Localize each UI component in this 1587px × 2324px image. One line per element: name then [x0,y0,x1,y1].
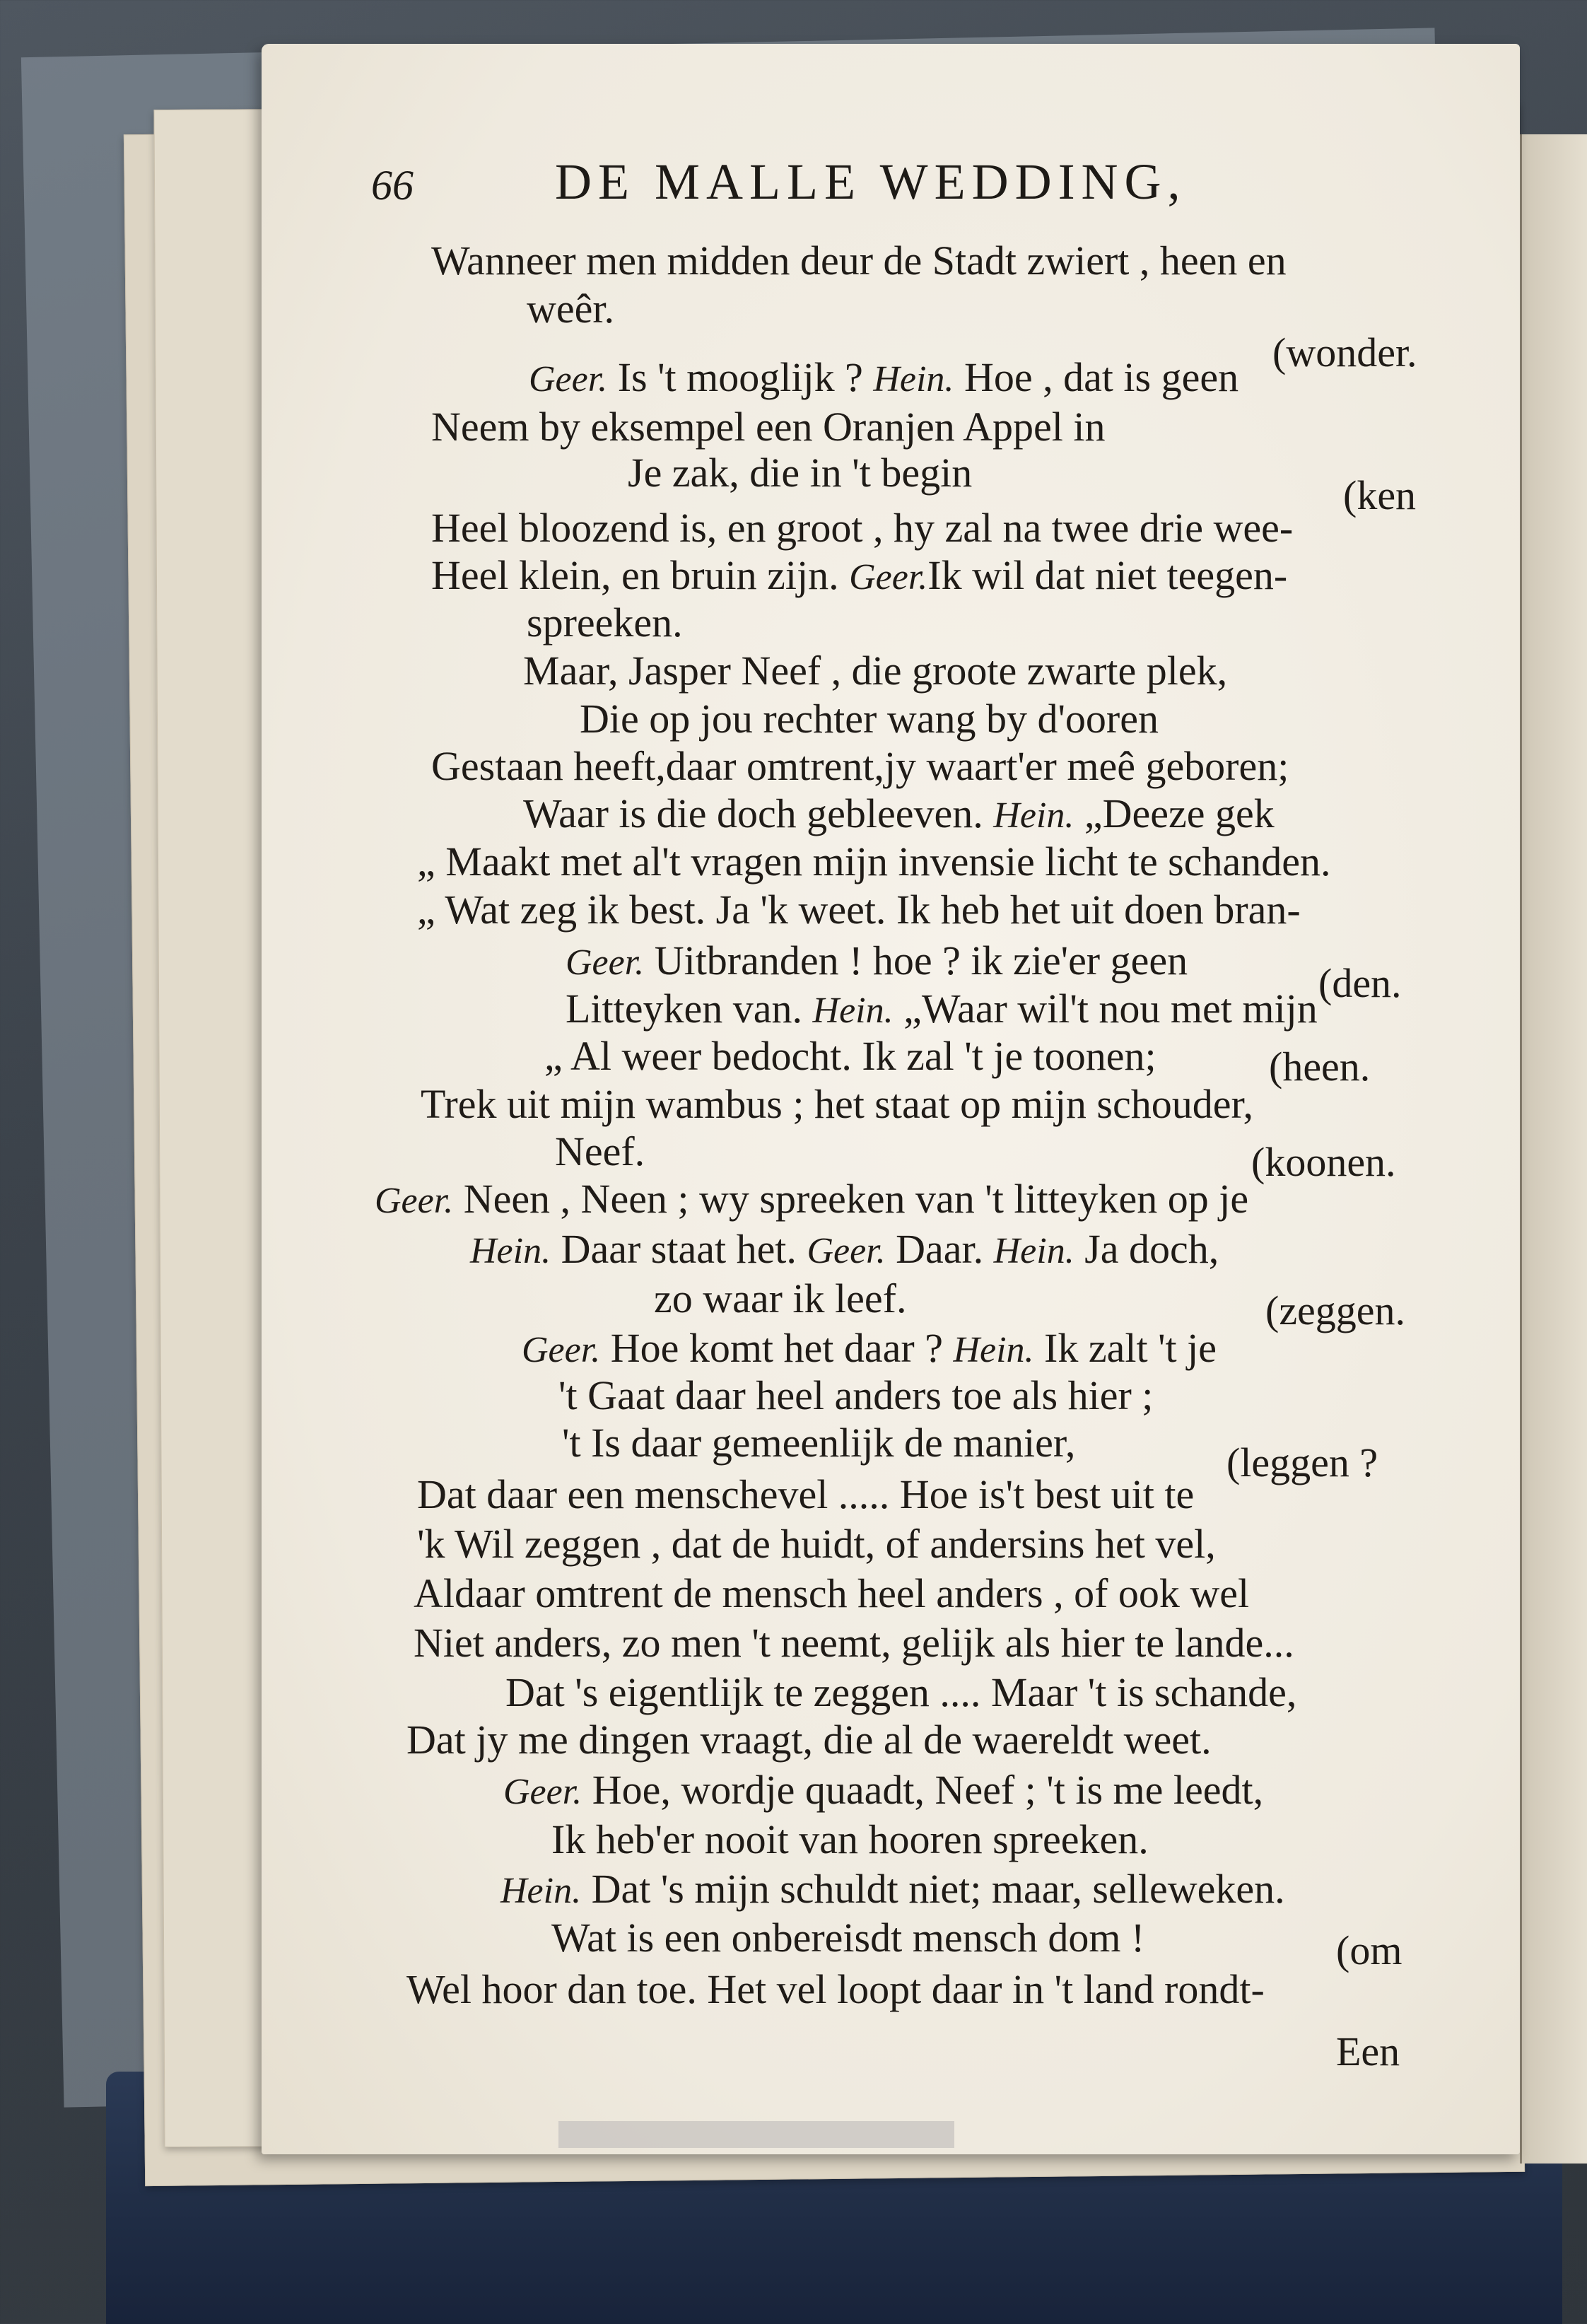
text-line: Wat is een onbereisdt mensch dom ! [551,1915,1145,1961]
speaker-label: Geer. [566,942,645,983]
text-line: Die op jou rechter wang by d'ooren [580,696,1159,742]
text-line: Geer. Hoe komt het daar ? Hein. Ik zalt 't je [522,1325,1217,1371]
text-line-turnover: (koonen. [1251,1139,1396,1185]
text-line: 'k Wil zeggen , dat de huidt, of andersins het vel, [417,1521,1216,1567]
text-line: „ Maakt met al't vragen mijn invensie licht te schanden. [417,839,1331,884]
text-line-turnover: (wonder. [1272,329,1417,375]
text-line: Dat 's eigentlijk te zeggen .... Maar 't is schande, [505,1669,1297,1715]
text-line: Geer. Hoe, wordje quaadt, Neef ; 't is me leedt, [503,1767,1264,1813]
text-line: „ Al weer bedocht. Ik zal 't je toonen; [544,1033,1156,1079]
text-line: Neem by eksempel een Oranjen Appel in [431,404,1106,450]
text-line: Wanneer men midden deur de Stadt zwiert , heen en [431,238,1287,284]
speaker-label: Hein. [500,1871,582,1911]
text-line: 't Gaat daar heel anders toe als hier ; [558,1372,1154,1418]
text-line: spreeken. [527,600,683,646]
page-number: 66 [371,162,414,209]
text-line-turnover: (leggen ? [1226,1440,1378,1485]
catchword: Een [1336,2028,1400,2074]
speaker-label: Hein. [812,991,894,1031]
text-line: 't Is daar gemeenlijk de manier, [562,1420,1076,1466]
text-line: Heel klein, en bruin zijn. Geer.Ik wil dat niet teegen- [431,552,1288,598]
text-line: Geer. Uitbranden ! hoe ? ik zie'er geen [566,938,1188,983]
text-line-turnover: (om [1336,1927,1402,1973]
text-line-turnover: (heen. [1269,1044,1371,1090]
text-line-turnover: (den. [1318,960,1402,1006]
speaker-label: Geer. [529,359,608,399]
text-line-turnover: (zeggen. [1265,1287,1406,1333]
speaker-label: Hein. [993,795,1074,836]
text-line: Wel hoor dan toe. Het vel loopt daar in 't land rondt- [406,1966,1265,2012]
text-line: zo waar ik leef. [654,1275,907,1321]
text-line: Je zak, die in 't begin [628,450,973,496]
text-line: Trek uit mijn wambus ; het staat op mijn schouder, [421,1081,1253,1127]
text-line: Ik heb'er nooit van hooren spreeken. [551,1816,1149,1862]
speaker-label: Geer. [522,1330,601,1370]
text-line: Dat jy me dingen vraagt, die al de waereldt weet. [406,1717,1212,1763]
text-line: weêr. [527,286,614,332]
text-line: Litteyken van. Hein. „Waar wil't nou met mijn [566,986,1318,1032]
text-line: Hein. Daar staat het. Geer. Daar. Hein. Ja doch, [470,1226,1219,1272]
text-line-turnover: (ken [1343,472,1417,518]
text-line: Dat daar een menschevel ..... Hoe is't best uit te [417,1471,1195,1517]
text-line: Heel bloozend is, en groot , hy zal na twee drie wee- [431,505,1294,551]
facing-page-edge [1520,134,1587,2164]
page-bottom-edge [558,2121,954,2148]
text-line: Niet anders, zo men 't neemt, gelijk als hier te lande... [414,1620,1294,1666]
text-line: Neef. [555,1128,645,1174]
text-line: Waar is die doch gebleeven. Hein. „Deeze gek [523,790,1275,836]
speaker-label: Geer. [807,1231,886,1271]
running-title: DE MALLE WEDDING, [555,153,1187,210]
text-line: Gestaan heeft,daar omtrent,jy waart'er meê geboren; [431,743,1289,789]
speaker-label: Hein. [993,1231,1074,1271]
speaker-label: Hein. [873,359,954,399]
text-line: „ Wat zeg ik best. Ja 'k weet. Ik heb het uit doen bran- [417,887,1301,933]
text-line: Geer. Is 't mooglijk ? Hein. Hoe , dat is geen [529,354,1239,400]
text-line: Maar, Jasper Neef , die groote zwarte plek, [523,648,1228,694]
text-line: Geer. Neen , Neen ; wy spreeken van 't litteyken op je [375,1176,1249,1222]
speaker-label: Geer. [375,1181,454,1221]
text-line: Hein. Dat 's mijn schuldt niet; maar, selleweken. [500,1866,1285,1912]
speaker-label: Geer. [503,1772,582,1812]
speaker-label: Hein. [470,1231,551,1271]
text-line: Aldaar omtrent de mensch heel anders , of ook wel [414,1570,1250,1616]
speaker-label: Hein. [953,1330,1034,1370]
speaker-label: Geer. [849,557,928,597]
